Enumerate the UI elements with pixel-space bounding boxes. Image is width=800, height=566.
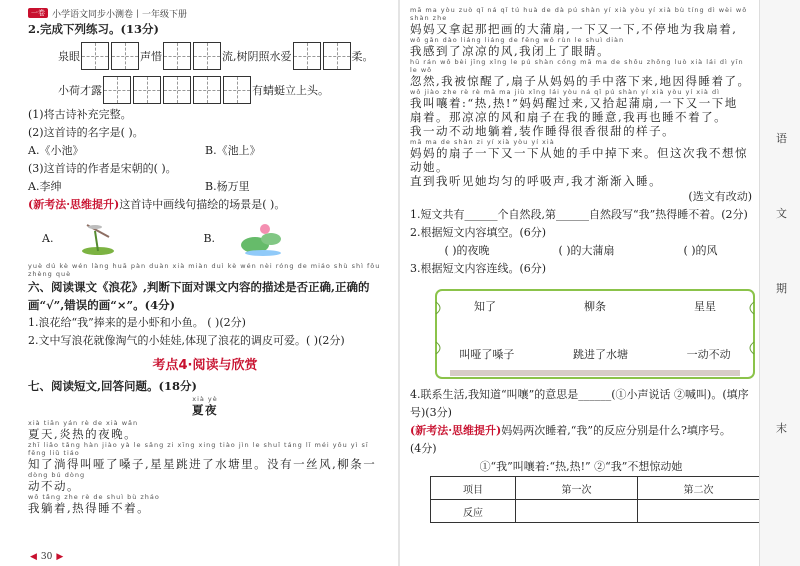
picture-options [42,218,382,258]
q6-title-2: 画“√”,错误的画“×”。(4分) [28,298,176,312]
match-item[interactable]: 跳进了水塘 [572,348,628,361]
header [28,6,382,20]
line-pinyin: mā ma yòu zuò qǐ ná qǐ tú huà de dà pú shàn yí xià yòu yí xià bù tíng dì wèi wǒ shàn zhe [410,6,748,22]
page-number [30,552,63,562]
blank-item[interactable]: ( )的夜晚 [444,244,490,257]
poem-text: 声惜 [140,50,162,63]
rq5-points: (4分) [410,442,437,455]
answer-table [430,476,760,523]
poem-text: 泉眼 [58,50,80,63]
title-text: 夏夜 [192,403,218,417]
passage-line [28,493,382,515]
passage-right [410,6,752,188]
passage-line [28,471,382,493]
tianzige-box[interactable] [163,42,191,70]
passage-line [410,124,752,138]
poem-text: 流,树阴照水爱 [222,50,292,63]
match-item[interactable]: 知了 [474,300,496,313]
poem-line-1 [58,42,382,70]
title-pinyin: xià yè [192,395,218,403]
sub-1: (1)将古诗补充完整。 [28,108,132,121]
blank-item[interactable]: ( )的大蒲扇 [558,244,615,257]
line-pinyin: zhī liǎo tǎng hàn jiào yà le sǎng zi xīng xing tiào jìn le shuǐ táng lǐ méi yǒu yì sī fēng liǔ tiáo [28,441,369,457]
tianzige-box[interactable] [103,76,131,104]
poem-text: 有蜻蜓立上头。 [252,84,329,97]
page-number-text: 30 [40,552,53,562]
line-text: 知了淌得叫哑了嗓子,星星跳进了水塘里。没有一丝风,柳条一 [28,457,377,471]
sub-4-text: 这首诗中画线句描绘的场景是( )。 [119,198,286,211]
line-pinyin: wǒ gǎn dào liáng liáng de fēng wǒ rùn le shuì diàn [410,36,625,44]
line-text: 妈妈的扇子一下又一下从她的手中掉下来。但这次我不想惊动她。 [410,146,748,174]
table-header: 第二次 [638,477,760,500]
tianzige-box[interactable] [193,42,221,70]
tianzige-box[interactable] [81,42,109,70]
poem-text: 柔。 [351,50,374,63]
line-pinyin: xià tiān yán rè de xià wǎn [28,419,139,427]
passage-title [28,395,382,417]
sub-4 [28,196,382,214]
line-text: 忽然,我被惊醒了,扇子从妈妈的手中落下来,地因得睡着了。 [410,74,751,88]
answer-cell[interactable] [638,500,760,523]
rq2-blanks [410,242,752,260]
source-note: (选文有改动) [688,190,752,203]
side-band [759,0,800,566]
matching-box [430,284,760,384]
passage-line [410,88,752,110]
page-marker-icon: ◀ [30,552,37,562]
pic-b-label: B. [203,231,216,245]
table-header: 第一次 [516,477,638,500]
new-method-tag: (新考法·思维提升) [410,424,502,437]
rq4: 4.联系生活,我知道“叫嚷”的意思是______(①小声说话 ②喊叫)。(填序号)(3分) [410,388,749,419]
lotus-leaves-image[interactable] [235,219,285,257]
rq2: 2.根据短文内容填空。(6分) [410,226,547,239]
line-text: 妈妈又拿起那把画的大蒲扇,一下又一下,不停地为我扇着, [410,22,738,36]
line-text: 我叫嚷着:“热,热!”妈妈醒过来,又拾起蒲扇,一下又一下地 [410,96,738,110]
line-text: 夏天,炎热的夜晚。 [28,427,138,441]
rq1: 1.短文共有______个自然段,第______自然段写“我”热得睡不着。(2分) [410,208,748,221]
match-bottom-row [430,346,760,362]
q7-title: 七、阅读短文,回答问题。(18分) [28,379,197,393]
line-text: 动不动。 [28,479,80,493]
match-top-row [430,298,760,314]
table-header: 项目 [431,477,516,500]
poem-line-2 [58,76,382,104]
passage-line [410,174,752,188]
tianzige-box[interactable] [163,76,191,104]
line-text: 扇着。那凉凉的风和扇子在我的睡意,我再也睡不着了。 [410,110,728,124]
line-pinyin: mā ma de shàn zi yí xià yòu yí xià [410,138,555,146]
poem-text: 小荷才露 [58,84,102,97]
match-item[interactable]: 星星 [694,300,716,313]
page-marker-icon: ▶ [56,552,64,562]
line-pinyin: dòng bú dòng [28,471,86,479]
tianzige-box[interactable] [133,76,161,104]
options-1 [28,142,382,160]
header-tag: 一卷 [28,8,48,18]
rq5 [410,422,752,440]
passage-line [410,110,752,124]
line-text: 直到我听见她均匀的呼吸声,我才渐渐入睡。 [410,174,663,188]
band-char: 末 [776,422,787,435]
q6-item-2: 2.文中写浪花就像淘气的小娃娃,体现了浪花的调皮可爱。( )(2分) [28,334,345,347]
section-title: 考点4·阅读与欣赏 [152,358,258,373]
blank-item[interactable]: ( )的风 [683,244,718,257]
band-char: 语 [776,132,787,145]
line-text: 我躺着,热得睡不着。 [28,501,151,515]
passage-line [410,6,752,36]
option-b[interactable]: B.《池上》 [205,144,261,157]
right-page [400,0,760,566]
rq3: 3.根据短文内容连线。(6分) [410,262,547,275]
passage-line [28,441,382,471]
tianzige-box[interactable] [293,42,321,70]
line-pinyin: hū rán wǒ bèi jīng xǐng le pú shàn cóng mā ma de shǒu zhōng luò xià lái dì yīn le wǒ [410,58,744,74]
table-cell: 反应 [431,500,516,523]
q6-item-1: 1.浪花给“我”捧来的是小虾和小鱼。 ( )(2分) [28,316,246,329]
sub-2: (2)这首诗的名字是( )。 [28,126,144,139]
match-item[interactable]: 一动不动 [686,348,731,361]
q6-pinyin: yuè dú kè wén làng huā pàn duàn xià miàn duì kè wén nèi róng de miáo shù shì fǒu zhèng què [28,262,381,278]
option-b[interactable]: B.杨万里 [205,180,250,193]
passage-left [28,419,382,515]
line-pinyin: wǒ jiào zhe rè rè mā ma jiù xǐng lái yòu ná qǐ pú shàn yí xià yòu yí xià dì [410,88,720,96]
tianzige-box[interactable] [223,76,251,104]
table-row [431,477,760,500]
pic-a-label: A. [42,231,54,245]
line-text: 我感到了凉凉的风,我闭上了眼睛。 [410,44,611,58]
tianzige-box[interactable] [111,42,139,70]
passage-line [28,419,382,441]
passage-line [410,138,752,174]
q6-title: 六、阅读课文《浪花》,判断下面对课文内容的描述是否正确,正确的 [28,280,370,294]
line-pinyin: wǒ tǎng zhe rè de shuì bù zháo [28,493,160,501]
dragonfly-lotus-image[interactable] [73,219,123,257]
table-row [431,500,760,523]
options-2 [28,178,382,196]
rq5-text: 妈妈两次睡着,“我”的反应分别是什么?填序号。 [501,424,731,437]
passage-line [410,58,752,88]
tianzige-box[interactable] [323,42,351,70]
line-text: 我一动不动地躺着,装作睡得很香很甜的样子。 [410,124,676,138]
q2-title: 2.完成下列练习。(13分) [28,22,159,36]
tianzige-box[interactable] [193,76,221,104]
band-char: 文 [776,207,787,220]
section-header [28,354,382,373]
header-title: 小学语文同步小测卷丨一年级下册 [52,9,188,20]
rq5-options: ①“我”叫嚷着:“热,热!” ②“我”不想惊动她 [479,460,683,473]
match-item[interactable]: 叫哑了嗓子 [459,348,515,361]
option-a[interactable]: A.《小池》 [28,144,84,157]
new-method-tag: (新考法·思维提升) [28,198,120,211]
match-item[interactable]: 柳条 [584,300,606,313]
sub-3: (3)这首诗的作者是宋朝的( )。 [28,162,177,175]
option-a[interactable]: A.李绅 [28,180,62,193]
band-char: 期 [776,282,787,295]
passage-line [410,36,752,58]
answer-cell[interactable] [516,500,638,523]
